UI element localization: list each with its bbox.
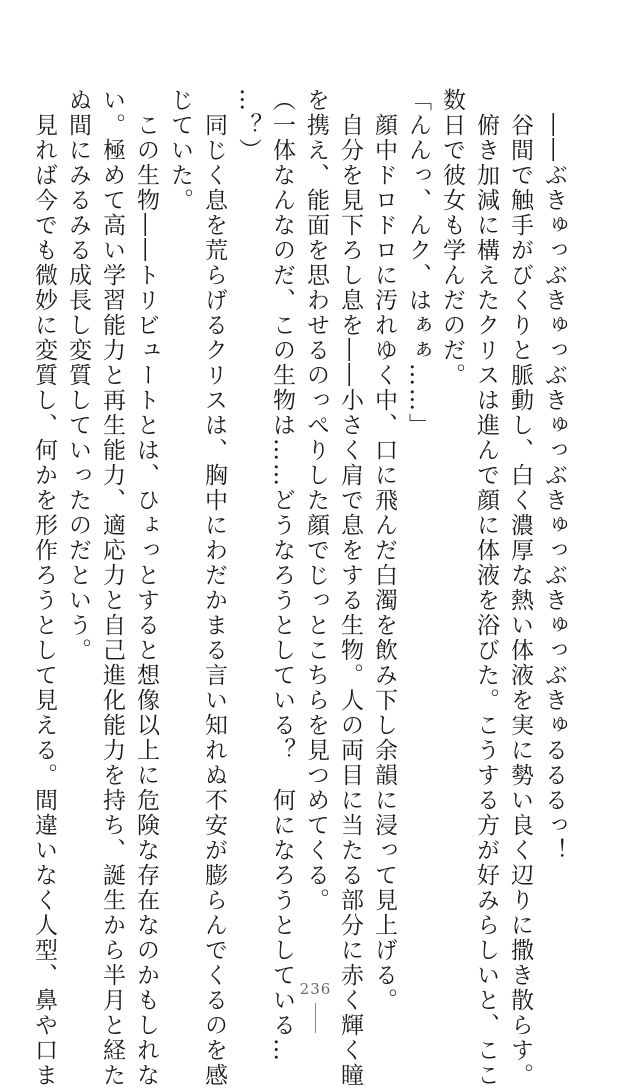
text-column: い。極めて高い学習能力と再生能力、適応力と自己進化能力を持ち、誕生から半月と経た [99,88,125,1088]
text-column: この生物――トリビュートとは、ひょっとすると想像以上に危険な存在なのかもしれな [133,88,159,1088]
text-column: じていた。 [167,88,193,213]
text-column: 俯き加減に構えたクリスは進んで顔に体液を浴びた。こうする方が好みらしいと、ここ [473,88,499,1088]
text-column: ぬ間にみるみる成長し変質していったのだという。 [65,88,91,663]
text-column: 顔中ドロドロに汚れゆく中、口に飛んだ白濁を飲み下し余韻に浸って見上げる。 [371,88,397,1013]
text-column: 数日で彼女も学んだのだ。 [439,88,465,388]
page-number-rule [315,1003,316,1033]
text-column: 見れば今でも微妙に変質し、何かを形作ろうとして見える。間違いなく人型、鼻や口ま [31,88,57,1088]
text-column: 自分を見下ろし息を――小さく肩で息をする生物。人の両目に当たる部分に赤く輝く瞳 [337,88,363,1088]
text-column: ――ぶきゅっぶきゅっぶきゅっぶきゅっぶきゅっぶきゅるるるっ！ [541,88,567,863]
text-column: （一体なんなのだ、この生物は……どうなろうとしている？ 何になろうとしている… [269,88,295,1063]
text-column: 同じく息を荒らげるクリスは、胸中にわだかまる言い知れぬ不安が膨らんでくるのを感 [201,88,227,1088]
page-number: 236 [299,980,332,998]
text-column: を携え、能面を思わせるのっぺりした顔でじっとこちらを見つめてくる。 [303,88,329,913]
text-column: …？） [235,88,261,163]
text-column: 谷間で触手がびくりと脈動し、白く濃厚な熱い体液を実に勢い良く辺りに撒き散らす。 [507,88,533,1088]
text-column: 「んんっ、んク、はぁぁ……」 [405,88,431,438]
